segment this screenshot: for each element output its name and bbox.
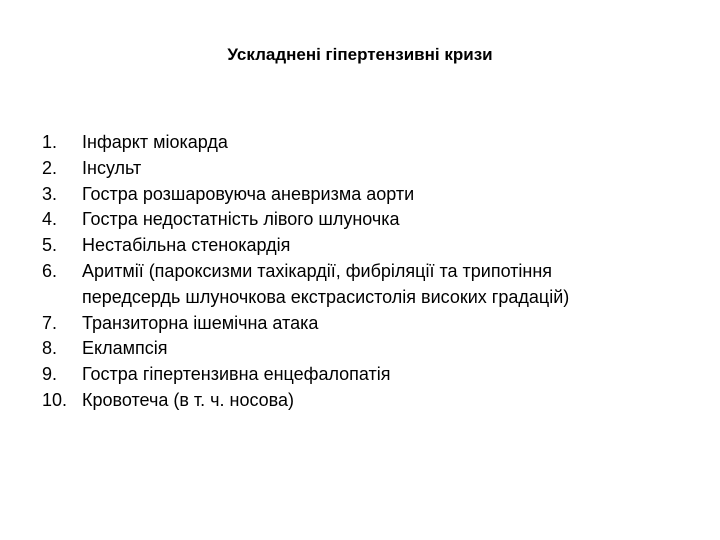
- list-item-text: Інфаркт міокарда: [82, 132, 228, 152]
- list-item: [42, 388, 682, 414]
- list-item: [42, 259, 682, 285]
- list-item-text: Гостра недостатність лівого шлуночка: [82, 209, 400, 230]
- list-item-text: Еклампсія: [82, 338, 168, 359]
- list-item: [42, 156, 682, 182]
- list-item-number: 4.: [42, 209, 58, 230]
- list-item-text: Нестабільна стенокардія: [82, 235, 291, 256]
- list-item-number: 1.: [42, 132, 58, 152]
- list-item-number: 2.: [42, 157, 58, 178]
- list-item: [42, 130, 682, 156]
- list-item: [42, 311, 682, 337]
- list-item: [42, 362, 682, 388]
- list-item: [42, 233, 682, 259]
- slide-title: [0, 44, 720, 66]
- list-item-number: 8.: [42, 338, 58, 359]
- list-item: [42, 182, 682, 208]
- list-item-number: 9.: [42, 364, 58, 385]
- list-item-number: 3.: [42, 183, 58, 204]
- list-item-continuation: передсердь шлуночкова екстрасистолія високих градацій): [82, 286, 570, 307]
- list-item-text: Транзиторна ішемічна атака: [82, 312, 319, 333]
- list-item-text: Кровотеча (в т. ч. носова): [82, 389, 295, 410]
- list-item-text: Інсульт: [82, 157, 142, 178]
- list-item-number: 10.: [42, 389, 68, 410]
- list-item-text: Гостра розшаровуюча аневризма аорти: [82, 183, 415, 204]
- list-item-text: Гостра гіпертензивна енцефалопатія: [82, 364, 391, 385]
- list-item: [42, 336, 682, 362]
- list-item-number: 6.: [42, 260, 58, 281]
- list-item-number: 7.: [42, 312, 58, 333]
- list-item-number: 5.: [42, 235, 58, 256]
- list-item-text: Аритмії (пароксизми тахікардії, фибріляції та трипотіння: [82, 260, 553, 281]
- slide-title-text: Ускладнені гіпертензивні кризи: [227, 45, 493, 64]
- list-item: [42, 207, 682, 233]
- numbered-list: [42, 130, 682, 414]
